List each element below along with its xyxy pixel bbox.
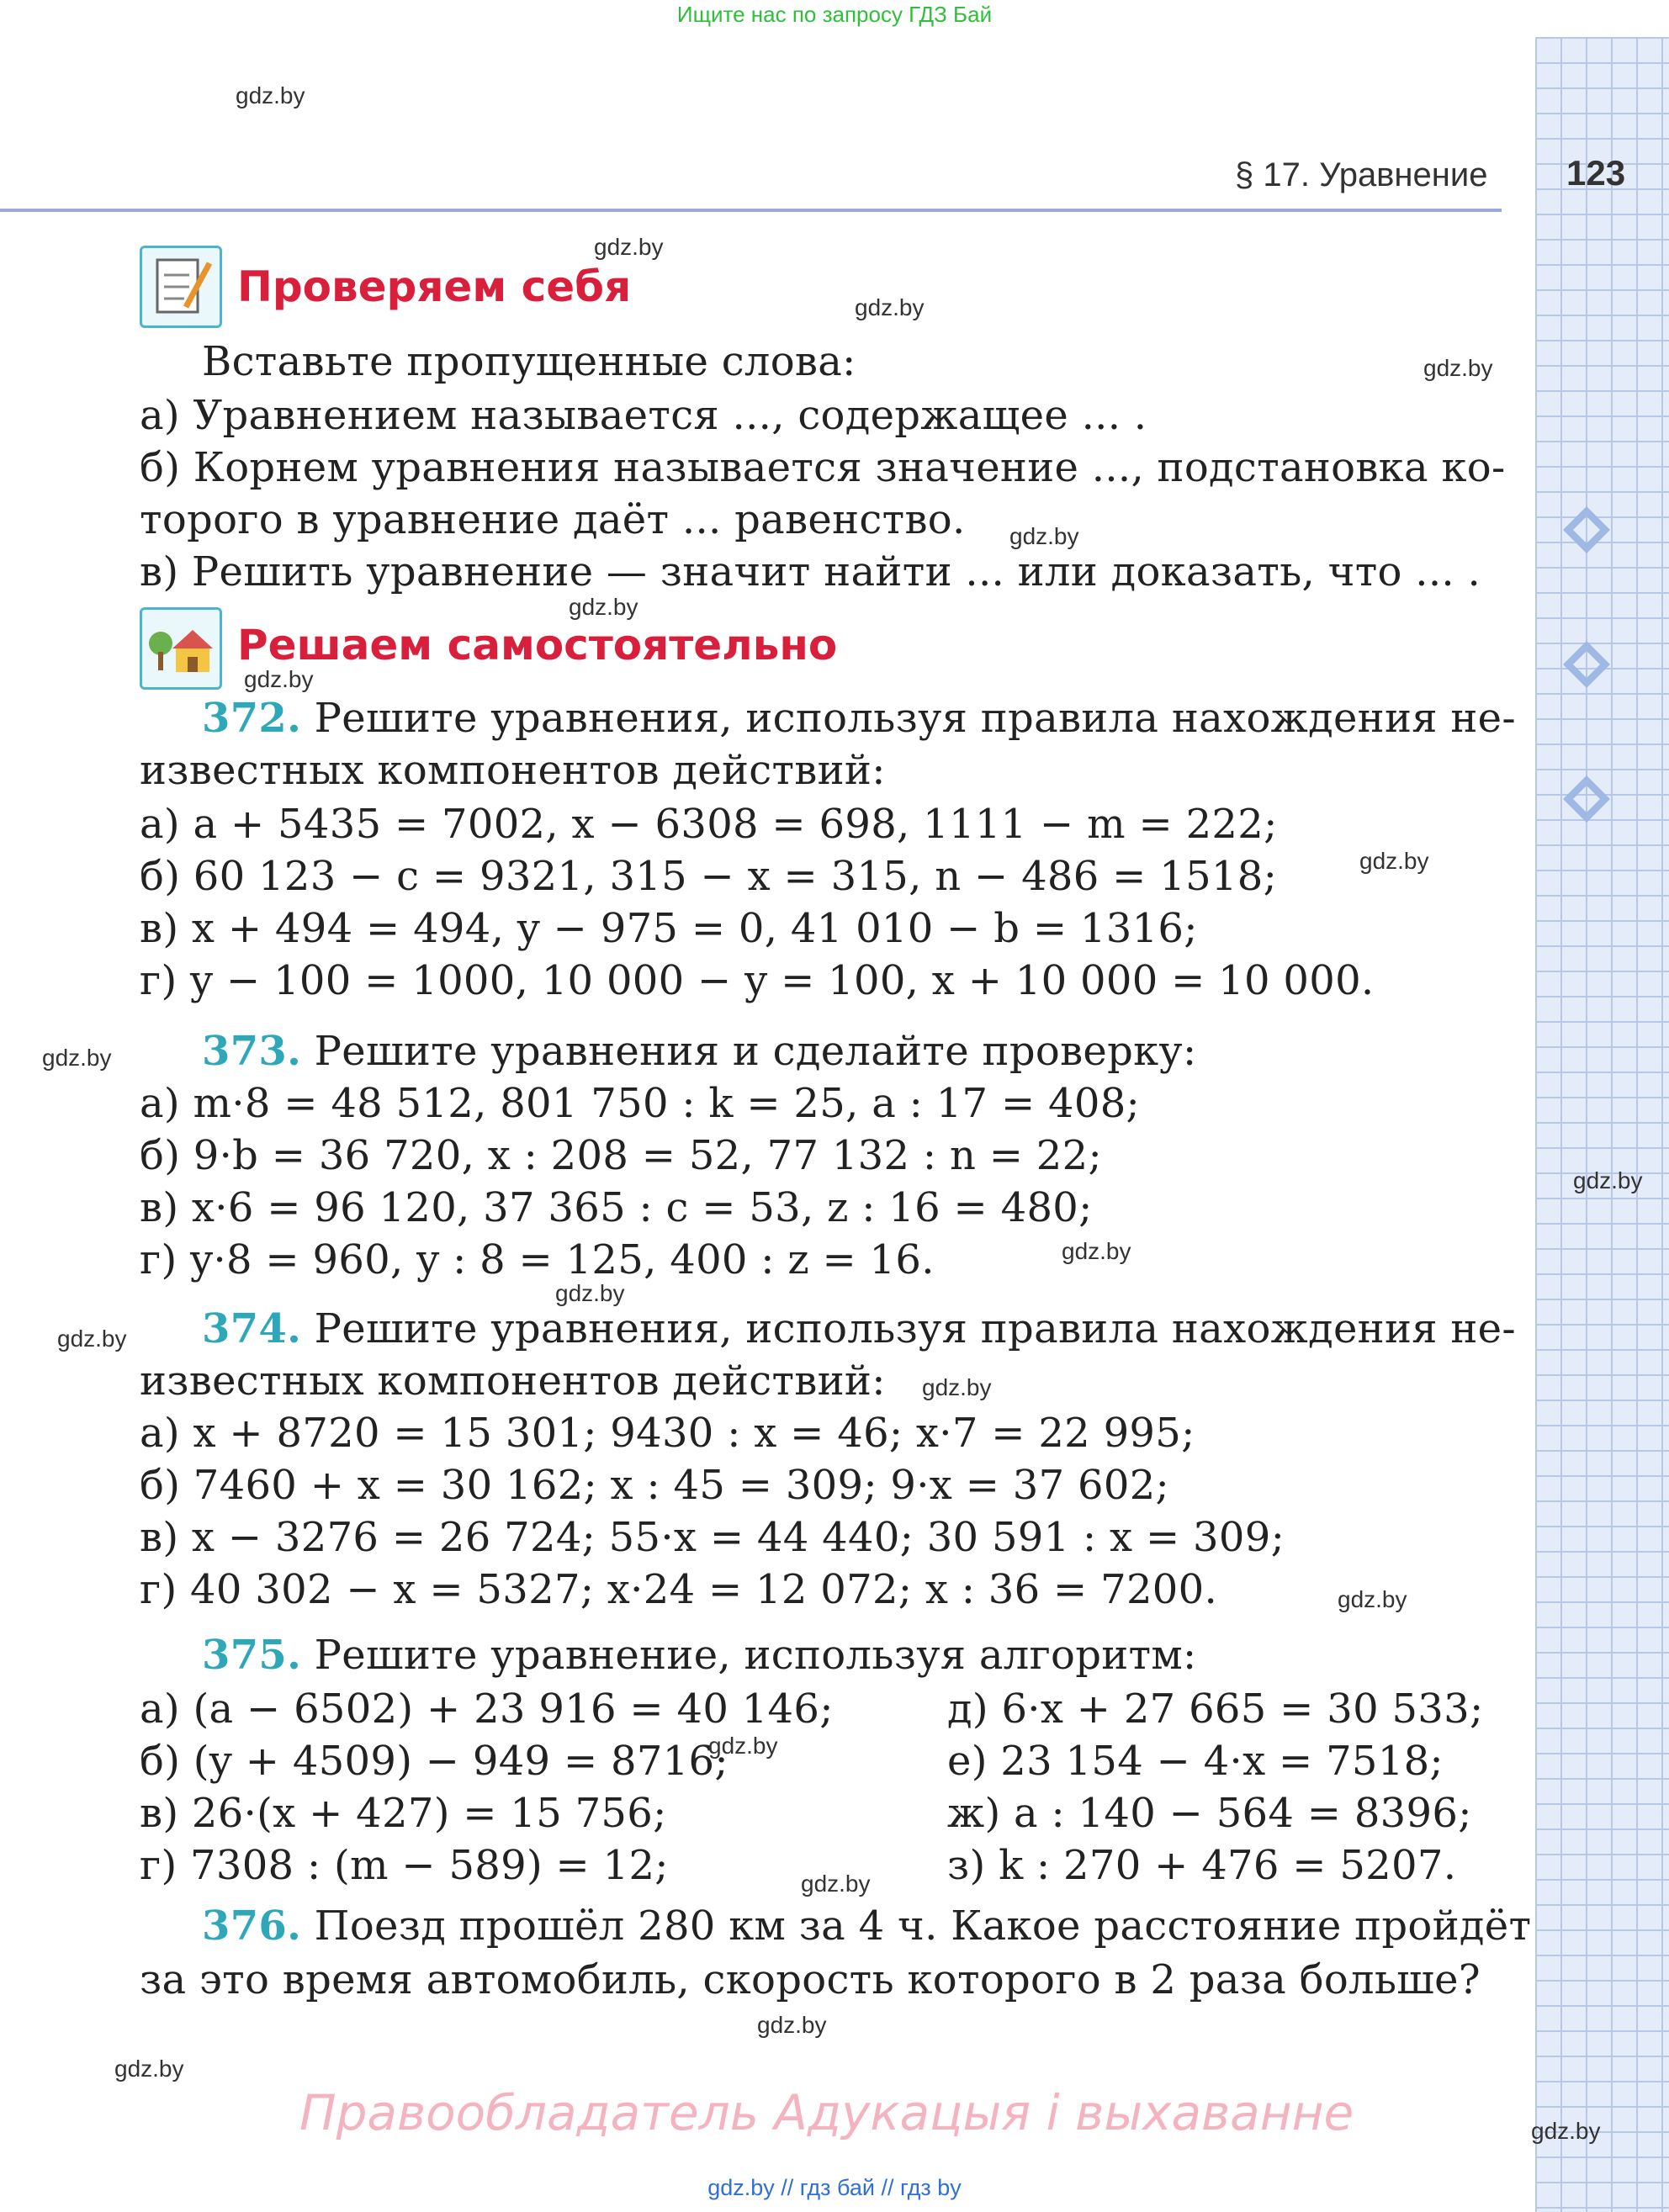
watermark: gdz.by — [757, 2012, 827, 2038]
watermark: gdz.by — [594, 234, 664, 260]
watermark: gdz.by — [1359, 848, 1429, 874]
check-line-b: б) Корнем уравнения называется значение ..., подстановка ко- — [140, 444, 1506, 491]
watermark: gdz.by — [801, 1871, 871, 1897]
watermark: gdz.by — [708, 1733, 778, 1759]
task-375-h: з) k : 270 + 476 = 5207. — [947, 1842, 1457, 1889]
page-number: 123 — [1566, 153, 1626, 193]
copyright-notice: Правообладатель Адукацыя і выхаванне — [299, 2084, 1354, 2141]
watermark: gdz.by — [1338, 1586, 1407, 1612]
task-375-e: д) 6·x + 27 665 = 30 533; — [947, 1685, 1484, 1733]
task-375-line-1: 375. Решите уравнение, используя алгоритм: — [202, 1632, 1197, 1679]
task-373-line-1: 373. Решите уравнения и сделайте проверку: — [202, 1028, 1197, 1075]
watermark: gdz.by — [57, 1326, 127, 1352]
task-372-a: а) a + 5435 = 7002, x − 6308 = 698, 1111 − m = 222; — [140, 801, 1278, 848]
watermark: gdz.by — [569, 594, 638, 620]
task-374-b: б) 7460 + x = 30 162; x : 45 = 309; 9·x = 37 602; — [140, 1462, 1170, 1509]
ornament-icon — [1561, 639, 1612, 690]
watermark: gdz.by — [42, 1045, 112, 1071]
task-376-line-1: 376. Поезд прошёл 280 км за 4 ч. Какое расстояние пройдёт — [202, 1902, 1532, 1950]
task-372-d: г) y − 100 = 1000, 10 000 − y = 100, x + 10 000 = 10 000. — [140, 957, 1375, 1004]
task-375-c: в) 26·(x + 427) = 15 756; — [140, 1790, 667, 1837]
ornament-icon — [1561, 774, 1612, 824]
house-icon — [140, 607, 222, 690]
watermark: gdz.by — [244, 666, 314, 692]
watermark: gdz.by — [1423, 355, 1493, 381]
top-banner: Ищите нас по запросу ГДЗ Бай — [676, 2, 993, 27]
task-374-line-2: известных компонентов действий: — [140, 1357, 886, 1405]
heading-check-yourself: Проверяем себя — [237, 262, 632, 311]
heading-solve-yourself: Решаем самостоятельно — [237, 621, 838, 669]
footer-links[interactable]: gdz.by // гдз бай // гдз by — [707, 2175, 962, 2200]
task-372-c: в) x + 494 = 494, y − 975 = 0, 41 010 − b = 1316; — [140, 905, 1198, 952]
task-373-a: а) m·8 = 48 512, 801 750 : k = 25, a : 17 = 408; — [140, 1080, 1141, 1127]
task-375-g: ж) a : 140 − 564 = 8396; — [947, 1790, 1472, 1837]
watermark: gdz.by — [1062, 1238, 1131, 1264]
ornament-icon — [1561, 505, 1612, 555]
task-375-f: е) 23 154 − 4·x = 7518; — [947, 1738, 1444, 1785]
task-374-a: а) x + 8720 = 15 301; 9430 : x = 46; x·7 = 22 995; — [140, 1410, 1195, 1457]
task-376-line-2: за это время автомобиль, скорость которого в 2 раза больше? — [140, 1956, 1481, 2003]
watermark: gdz.by — [555, 1280, 625, 1306]
task-372-line-2: известных компонентов действий: — [140, 747, 886, 794]
header-divider — [0, 209, 1502, 212]
task-375-b: б) (y + 4509) − 949 = 8716; — [140, 1738, 729, 1785]
checklist-icon — [140, 246, 222, 328]
task-372-b: б) 60 123 − c = 9321, 315 − x = 315, n − 486 = 1518; — [140, 853, 1278, 900]
watermark: gdz.by — [236, 82, 305, 108]
check-intro: Вставьте пропущенные слова: — [202, 338, 856, 385]
decorative-grid — [1535, 37, 1669, 2212]
watermark: gdz.by — [114, 2056, 184, 2082]
check-line-a: а) Уравнением называется ..., содержащее ... . — [140, 392, 1147, 439]
task-372-line-1: 372. Решите уравнения, используя правила нахождения не- — [202, 695, 1516, 742]
watermark: gdz.by — [922, 1374, 992, 1400]
check-line-c: в) Решить уравнение — значит найти ... или доказать, что ... . — [140, 548, 1481, 595]
task-375-d: г) 7308 : (m − 589) = 12; — [140, 1842, 669, 1889]
task-373-d: г) y·8 = 960, y : 8 = 125, 400 : z = 16. — [140, 1236, 935, 1283]
section-title: § 17. Уравнение — [1235, 156, 1488, 193]
watermark: gdz.by — [1573, 1167, 1643, 1193]
task-375-a: а) (a − 6502) + 23 916 = 40 146; — [140, 1685, 834, 1733]
task-373-b: б) 9·b = 36 720, x : 208 = 52, 77 132 : n = 22; — [140, 1132, 1102, 1179]
task-374-c: в) x − 3276 = 26 724; 55·x = 44 440; 30 591 : x = 309; — [140, 1514, 1285, 1561]
task-373-c: в) x·6 = 96 120, 37 365 : c = 53, z : 16 = 480; — [140, 1184, 1093, 1231]
watermark: gdz.by — [1531, 2118, 1601, 2144]
watermark: gdz.by — [1009, 523, 1079, 549]
task-374-d: г) 40 302 − x = 5327; x·24 = 12 072; x : 36 = 7200. — [140, 1566, 1218, 1613]
watermark: gdz.by — [855, 294, 925, 320]
task-374-line-1: 374. Решите уравнения, используя правила нахождения не- — [202, 1305, 1516, 1352]
check-line-b2: торого в уравнение даёт ... равенство. — [140, 496, 966, 543]
